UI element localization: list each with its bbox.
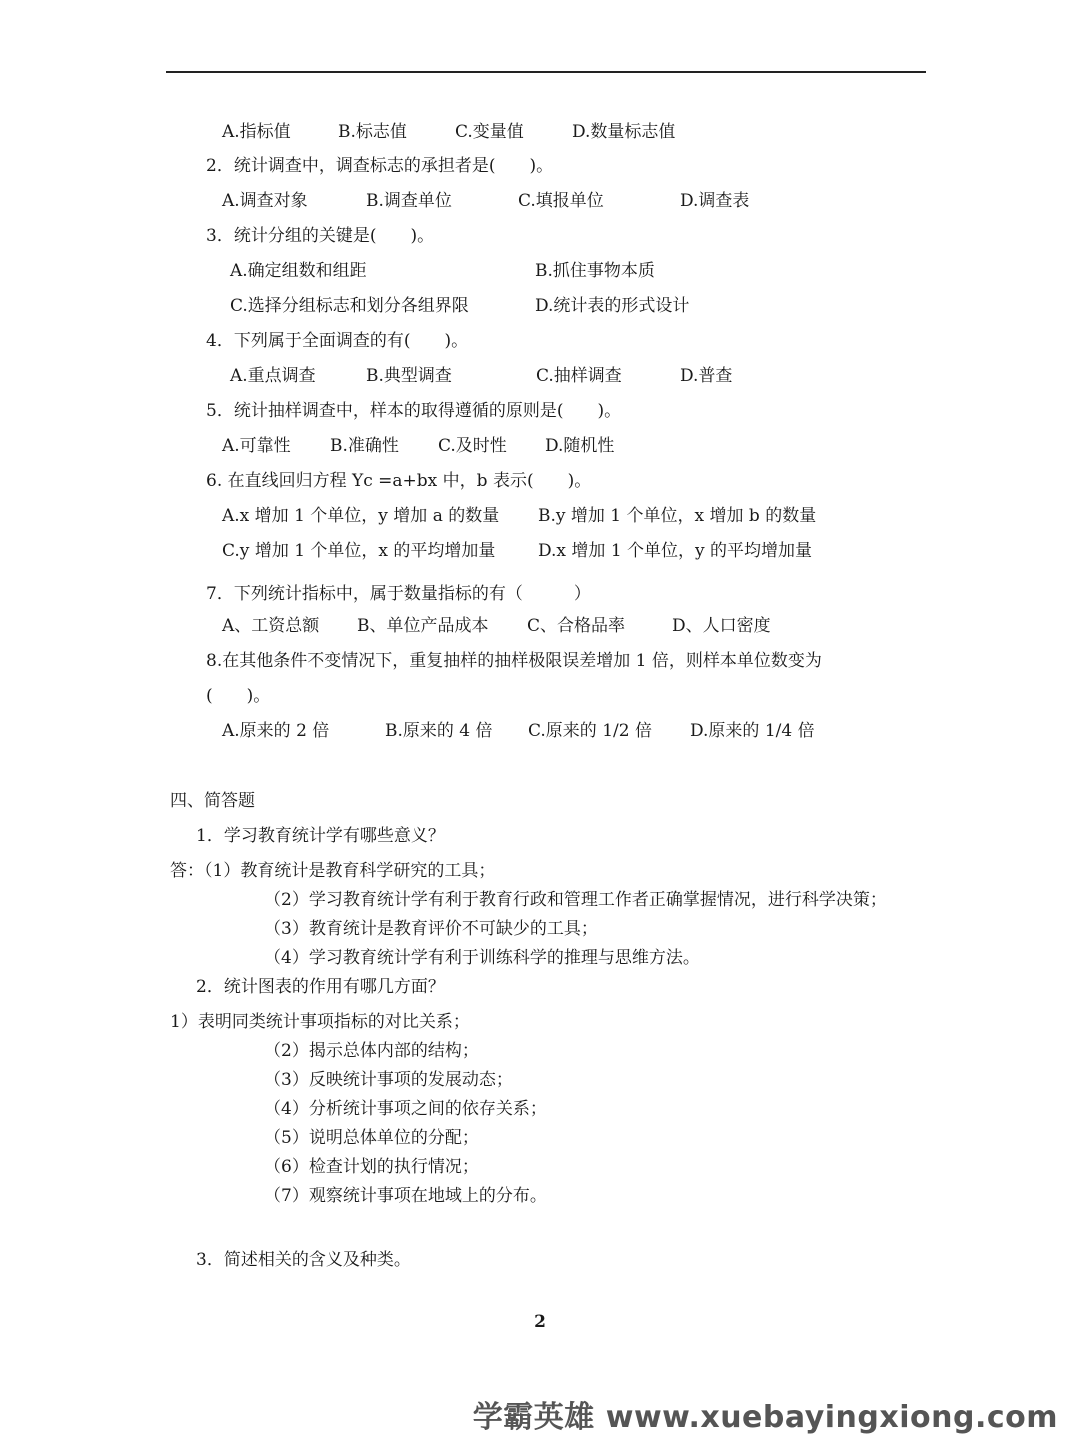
watermark: 学霸英雄 www.xuebayingxiong.com bbox=[472, 1400, 1058, 1435]
sa2-answer-7: （7）观察统计事项在地域上的分布。 bbox=[264, 1186, 547, 1206]
q3-stem: 3．统计分组的关键是( )。 bbox=[206, 226, 435, 246]
q6-stem: 6. 在直线回归方程 Yc =a+bx 中，b 表示( )。 bbox=[206, 471, 592, 491]
q2-option-b: B.调查单位 bbox=[366, 191, 452, 211]
q2-option-a: A.调查对象 bbox=[222, 191, 308, 211]
q5-stem: 5．统计抽样调查中，样本的取得遵循的原则是( )。 bbox=[206, 401, 622, 421]
q3-option-d: D.统计表的形式设计 bbox=[535, 296, 690, 316]
sa1-answer-1: 答：（1）教育统计是教育科学研究的工具； bbox=[170, 861, 496, 881]
sa3-question: 3．简述相关的含义及种类。 bbox=[196, 1250, 411, 1270]
q4-option-b: B.典型调查 bbox=[366, 366, 452, 386]
q8-stem: 8.在其他条件不变情况下，重复抽样的抽样极限误差增加 1 倍，则样本单位数变为 bbox=[206, 651, 822, 671]
sa1-answer-3: （3）教育统计是教育评价不可缺少的工具； bbox=[264, 919, 598, 939]
q7-option-c: C、合格品率 bbox=[527, 616, 626, 636]
q5-option-b: B.准确性 bbox=[330, 436, 399, 456]
q6-option-b: B.y 增加 1 个单位，x 增加 b 的数量 bbox=[538, 506, 817, 526]
section-title: 四、简答题 bbox=[170, 791, 255, 811]
sa1-question: 1．学习教育统计学有哪些意义？ bbox=[196, 826, 445, 846]
sa2-answer-5: （5）说明总体单位的分配； bbox=[264, 1128, 479, 1148]
q1-option-b: B.标志值 bbox=[338, 122, 407, 142]
q5-option-a: A.可靠性 bbox=[222, 436, 291, 456]
sa2-question: 2．统计图表的作用有哪几方面？ bbox=[196, 977, 445, 997]
sa2-answer-1: 1）表明同类统计事项指标的对比关系； bbox=[170, 1012, 470, 1032]
q2-option-d: D.调查表 bbox=[680, 191, 750, 211]
q1-option-c: C.变量值 bbox=[455, 122, 524, 142]
q1-option-a: A.指标值 bbox=[222, 122, 291, 142]
q3-option-b: B.抓住事物本质 bbox=[535, 261, 655, 281]
q2-stem: 2．统计调查中，调查标志的承担者是( )。 bbox=[206, 156, 554, 176]
q4-stem: 4．下列属于全面调查的有( )。 bbox=[206, 331, 469, 351]
q6-option-a: A.x 增加 1 个单位，y 增加 a 的数量 bbox=[222, 506, 500, 526]
q2-option-c: C.填报单位 bbox=[518, 191, 604, 211]
sa2-answer-6: （6）检查计划的执行情况； bbox=[264, 1157, 479, 1177]
q4-option-a: A.重点调查 bbox=[230, 366, 316, 386]
q6-option-c: C.y 增加 1 个单位，x 的平均增加量 bbox=[222, 541, 496, 561]
sa1-answer-4: （4）学习教育统计学有利于训练科学的推理与思维方法。 bbox=[264, 948, 700, 968]
q8-stem-cont: ( )。 bbox=[206, 686, 271, 706]
q8-option-a: A.原来的 2 倍 bbox=[222, 721, 330, 741]
q6-option-d: D.x 增加 1 个单位，y 的平均增加量 bbox=[538, 541, 813, 561]
q3-option-c: C.选择分组标志和划分各组界限 bbox=[230, 296, 469, 316]
page-number: 2 bbox=[534, 1312, 546, 1332]
q7-option-b: B、单位产品成本 bbox=[357, 616, 489, 636]
q1-option-d: D.数量标志值 bbox=[572, 122, 676, 142]
q8-option-b: B.原来的 4 倍 bbox=[385, 721, 493, 741]
q8-option-d: D.原来的 1/4 倍 bbox=[690, 721, 815, 741]
sa1-answer-2: （2）学习教育统计学有利于教育行政和管理工作者正确掌握情况，进行科学决策； bbox=[264, 890, 887, 910]
q3-option-a: A.确定组数和组距 bbox=[230, 261, 367, 281]
sa2-answer-3: （3）反映统计事项的发展动态； bbox=[264, 1070, 513, 1090]
q7-option-a: A、工资总额 bbox=[222, 616, 320, 636]
header-rule bbox=[166, 71, 926, 73]
q5-option-c: C.及时性 bbox=[438, 436, 507, 456]
q4-option-c: C.抽样调查 bbox=[536, 366, 622, 386]
q4-option-d: D.普查 bbox=[680, 366, 733, 386]
q7-stem: 7．下列统计指标中，属于数量指标的有（ ） bbox=[206, 584, 591, 604]
sa2-answer-4: （4）分析统计事项之间的依存关系； bbox=[264, 1099, 547, 1119]
q7-option-d: D、人口密度 bbox=[672, 616, 771, 636]
q5-option-d: D.随机性 bbox=[545, 436, 615, 456]
sa2-answer-2: （2）揭示总体内部的结构； bbox=[264, 1041, 479, 1061]
q8-option-c: C.原来的 1/2 倍 bbox=[528, 721, 652, 741]
